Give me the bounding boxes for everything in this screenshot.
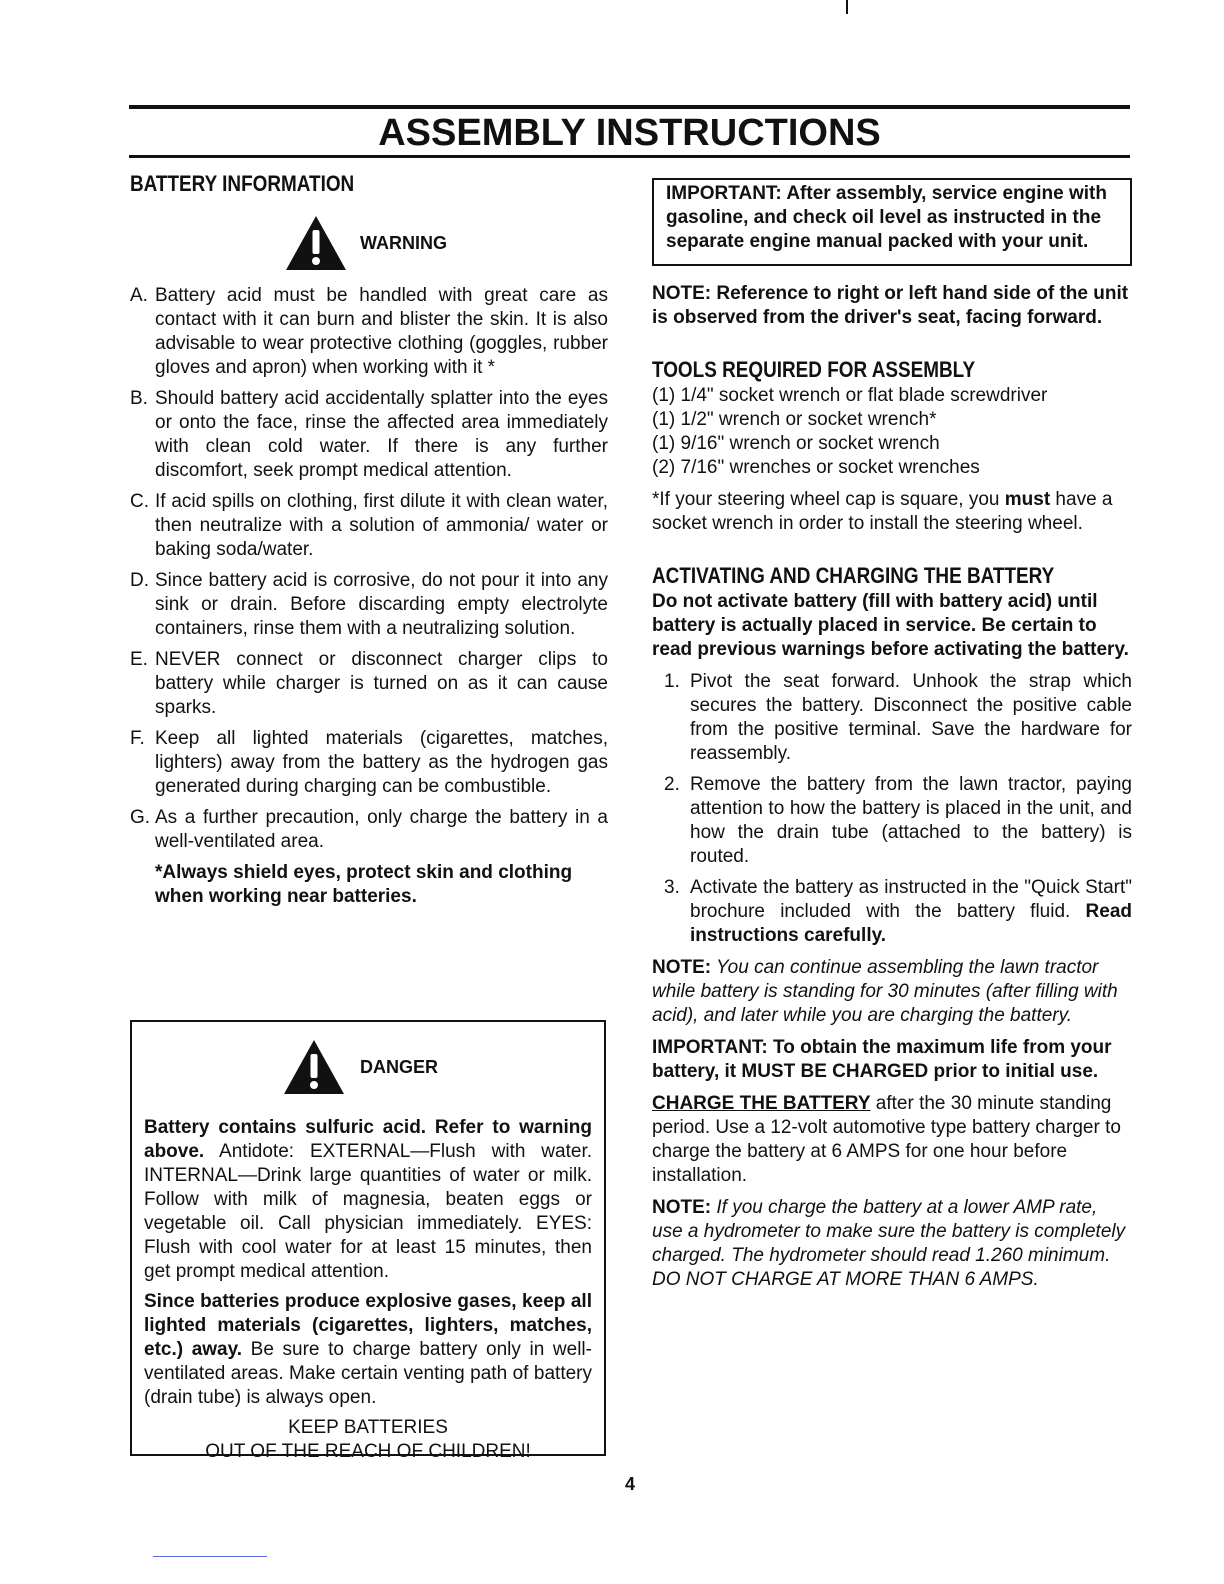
read-instructions-bold: Read instructions carefully. bbox=[690, 901, 1132, 946]
warning-triangle-icon bbox=[284, 214, 348, 272]
danger-banner bbox=[282, 1030, 592, 1104]
header-rule-bottom bbox=[129, 155, 1130, 158]
list-text: Since battery acid is corrosive, do not pour it into any sink or drain. Before discarding empty electrolyte containers, rinse them with a neutralizing solution. bbox=[155, 570, 608, 639]
list-marker: 2. bbox=[664, 774, 680, 795]
list-marker: A. bbox=[130, 285, 148, 306]
list-text: As a further precaution, only charge the battery in a well-ventilated area. bbox=[155, 807, 608, 852]
list-item bbox=[130, 806, 608, 854]
warning-label: WARNING bbox=[360, 233, 447, 253]
tool-item: (1) 1/4" socket wrench or flat blade screwdriver bbox=[652, 385, 1048, 406]
charge-battery-label: CHARGE THE BATTERY bbox=[652, 1093, 871, 1114]
list-marker: D. bbox=[130, 570, 149, 591]
spacer bbox=[652, 544, 1132, 562]
list-item bbox=[130, 284, 608, 380]
list-marker: F. bbox=[130, 728, 145, 749]
danger-label: DANGER bbox=[360, 1057, 439, 1077]
list-text: Remove the battery from the lawn tractor, paying attention to how the battery is placed in the unit, and how the drain tube (attached to the battery) is routed. bbox=[690, 774, 1132, 867]
list-item bbox=[130, 727, 608, 799]
note-text: If you charge the battery at a lower AMP rate, use a hydrometer to make sure the battery is completely charged. The hydrometer should read 1.260 minimum. DO NOT CHARGE AT MORE THAN 6 AMPS. bbox=[652, 1197, 1126, 1290]
activating-intro: Do not activate battery (fill with battery acid) until battery is actually placed in service. Be certain to read previous warnings before activating the battery. bbox=[652, 591, 1129, 660]
list-item bbox=[652, 670, 1132, 766]
tools-heading: TOOLS REQUIRED FOR ASSEMBLY bbox=[652, 357, 976, 382]
list-marker: B. bbox=[130, 388, 148, 409]
list-item bbox=[130, 387, 608, 483]
list-marker: 1. bbox=[664, 671, 680, 692]
list-text: Battery acid must be handled with great care as contact with it can burn and blister the skin. It is also advisable to wear protective clothing (goggles, rubber gloves and apron) when working with it * bbox=[155, 285, 608, 378]
tools-list bbox=[652, 384, 1132, 480]
footer-line bbox=[153, 1556, 267, 1557]
list-text: Keep all lighted materials (cigarettes, matches, lighters) away from the battery as the hydrogen gas generated during charging can be combustible. bbox=[155, 728, 608, 797]
danger-p1-text: Antidote: EXTERNAL—Flush with water. INTERNAL—Drink large quantities of water or milk. Follow with milk of magnesia, beaten eggs or vegetable oil. Call physician immediately. EYES: Flush with cool water for at least 15 minutes, then get prompt medical attention. bbox=[144, 1141, 592, 1282]
danger-p1-bold: Battery contains sulfuric acid. Refer to warning above. bbox=[144, 1117, 592, 1162]
list-item bbox=[130, 490, 608, 562]
orientation-note: NOTE: Reference to right or left hand side of the unit is observed from the driver's seat, facing forward. bbox=[652, 283, 1129, 328]
note-continue-assembling bbox=[652, 956, 1132, 1028]
always-shield-note: *Always shield eyes, protect skin and clothing when working near batteries. bbox=[155, 862, 573, 907]
battery-warning-list bbox=[130, 284, 608, 854]
steering-wheel-footnote bbox=[652, 488, 1132, 536]
danger-p2-bold: Since batteries produce explosive gases, keep all lighted materials (cigarettes, lighters, matches, etc.) away. bbox=[144, 1291, 592, 1360]
list-text: Activate the battery as instructed in the "Quick Start" brochure included with the battery fluid. bbox=[690, 877, 1132, 922]
charge-battery-text: after the 30 minute standing period. Use a 12-volt automotive type battery charger to charge the battery at 6 AMPS for one hour before installation. bbox=[652, 1093, 1121, 1186]
list-marker: G. bbox=[130, 807, 151, 828]
note-label: NOTE: bbox=[652, 1197, 712, 1218]
battery-information-heading: BATTERY INFORMATION bbox=[130, 171, 355, 196]
spacer bbox=[652, 338, 1132, 356]
danger-triangle-icon bbox=[282, 1038, 346, 1096]
top-tick-mark bbox=[846, 0, 848, 14]
list-text: Pivot the seat forward. Unhook the strap which secures the battery. Disconnect the positive cable from the positive terminal. Save the hardware for reassembly. bbox=[690, 671, 1132, 764]
page-number: 4 bbox=[624, 1474, 635, 1494]
tool-item: (1) 1/2" wrench or socket wrench* bbox=[652, 409, 937, 430]
list-marker: 3. bbox=[664, 877, 680, 898]
danger-paragraph-gases bbox=[144, 1290, 592, 1410]
keep-batteries-line2: OUT OF THE REACH OF CHILDREN! bbox=[205, 1441, 531, 1462]
keep-batteries-line1: KEEP BATTERIES bbox=[288, 1417, 448, 1438]
note-amp-rate bbox=[652, 1196, 1132, 1292]
footnote-text-2: have a socket wrench in order to install the steering wheel. bbox=[652, 489, 1113, 534]
list-marker: E. bbox=[130, 649, 148, 670]
warning-banner bbox=[284, 212, 608, 274]
note-text: You can continue assembling the lawn tractor while battery is standing for 30 minutes (after filling with acid), and later while you are charging the battery. bbox=[652, 957, 1118, 1026]
list-text: Should battery acid accidentally splatter into the eyes or onto the face, rinse the affected area immediately with clean cold water. If there is any further discomfort, seek prompt medical attention. bbox=[155, 388, 608, 481]
list-text: If acid spills on clothing, first dilute it with clean water, then neutralize with a solution of ammonia/ water or baking soda/water. bbox=[155, 491, 608, 560]
list-item bbox=[652, 773, 1132, 869]
list-item bbox=[652, 876, 1132, 948]
danger-box bbox=[130, 1020, 606, 1462]
list-marker: C. bbox=[130, 491, 149, 512]
note-label: NOTE: bbox=[652, 957, 712, 978]
tool-item: (1) 9/16" wrench or socket wrench bbox=[652, 433, 940, 454]
activating-heading: ACTIVATING AND CHARGING THE BATTERY bbox=[652, 563, 1055, 588]
important-charge-note: IMPORTANT: To obtain the maximum life from your battery, it MUST BE CHARGED prior to initial use. bbox=[652, 1037, 1112, 1082]
right-column bbox=[652, 178, 1132, 1300]
page-title: ASSEMBLY INSTRUCTIONS bbox=[378, 112, 881, 154]
list-text: NEVER connect or disconnect charger clips to battery while charger is turned on as it can cause sparks. bbox=[155, 649, 608, 718]
list-item bbox=[130, 569, 608, 641]
footnote-text-1: *If your steering wheel cap is square, you bbox=[652, 489, 1005, 510]
tool-item: (2) 7/16" wrenches or socket wrenches bbox=[652, 457, 980, 478]
footnote-bold: must bbox=[1004, 489, 1051, 510]
charge-battery-paragraph bbox=[652, 1092, 1132, 1188]
danger-paragraph-antidote bbox=[144, 1116, 592, 1284]
danger-p2-text: Be sure to charge battery only in well-ventilated areas. Make certain venting path of battery (drain tube) is always open. bbox=[144, 1339, 592, 1408]
important-box bbox=[652, 178, 1132, 266]
important-box-text: IMPORTANT: After assembly, service engine with gasoline, and check oil level as instructed in the separate engine manual packed with your unit. bbox=[666, 183, 1107, 252]
header-rule-top bbox=[129, 105, 1130, 109]
list-item bbox=[130, 648, 608, 720]
activation-steps bbox=[652, 670, 1132, 948]
left-column bbox=[130, 170, 608, 909]
